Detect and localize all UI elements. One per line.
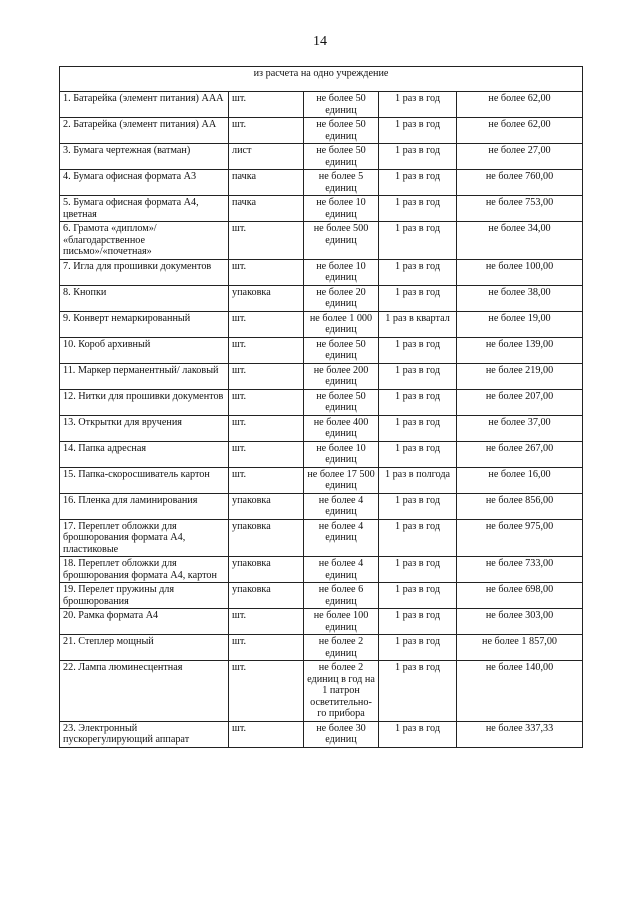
item-quantity: не более 4 единиц [304,519,379,557]
item-quantity: не более 5 единиц [304,170,379,196]
item-price: не более 38,00 [457,285,583,311]
item-frequency: 1 раз в год [379,661,457,722]
item-quantity: не более 4 единиц [304,557,379,583]
item-unit: шт. [229,337,304,363]
item-name: 18. Переплет обложки для брошюрования формата А4, картон [60,557,229,583]
item-name: 8. Кнопки [60,285,229,311]
table-row [60,259,583,285]
table-row [60,285,583,311]
item-price: не более 207,00 [457,389,583,415]
item-price: не более 19,00 [457,311,583,337]
item-price: не более 698,00 [457,583,583,609]
item-unit: шт. [229,118,304,144]
item-frequency: 1 раз в год [379,92,457,118]
item-quantity: не более 400 единиц [304,415,379,441]
item-frequency: 1 раз в год [379,337,457,363]
item-frequency: 1 раз в год [379,222,457,260]
item-frequency: 1 раз в год [379,259,457,285]
item-price: не более 219,00 [457,363,583,389]
item-unit: упаковка [229,557,304,583]
item-frequency: 1 раз в год [379,196,457,222]
item-name: 3. Бумага чертежная (ватман) [60,144,229,170]
item-frequency: 1 раз в полгода [379,467,457,493]
table-row [60,92,583,118]
item-price: не более 753,00 [457,196,583,222]
item-name: 19. Перелет пружины для брошюрования [60,583,229,609]
table-row [60,118,583,144]
item-name: 1. Батарейка (элемент питания) ААА [60,92,229,118]
item-frequency: 1 раз в год [379,363,457,389]
item-unit: пачка [229,196,304,222]
item-quantity: не более 1 000 единиц [304,311,379,337]
item-quantity: не более 30 единиц [304,721,379,747]
item-unit: лист [229,144,304,170]
item-name: 11. Маркер перманентный/ лаковый [60,363,229,389]
item-frequency: 1 раз в год [379,441,457,467]
item-frequency: 1 раз в год [379,583,457,609]
item-price: не более 62,00 [457,92,583,118]
item-unit: шт. [229,721,304,747]
item-name: 6. Грамота «диплом»/ «благодарственное письмо»/«почетная» [60,222,229,260]
item-price: не более 733,00 [457,557,583,583]
table-row [60,609,583,635]
item-frequency: 1 раз в год [379,519,457,557]
item-frequency: 1 раз в год [379,118,457,144]
item-name: 7. Игла для прошивки документов [60,259,229,285]
item-unit: упаковка [229,519,304,557]
item-quantity: не более 10 единиц [304,196,379,222]
item-name: 23. Электронный пускорегулирующий аппарат [60,721,229,747]
table-row [60,144,583,170]
item-frequency: 1 раз в год [379,493,457,519]
item-name: 10. Короб архивный [60,337,229,363]
item-unit: шт. [229,311,304,337]
item-unit: шт. [229,609,304,635]
item-quantity: не более 2 единиц [304,635,379,661]
item-price: не более 37,00 [457,415,583,441]
table-row [60,363,583,389]
item-price: не более 34,00 [457,222,583,260]
item-name: 16. Пленка для ламинирования [60,493,229,519]
item-name: 13. Открытки для вручения [60,415,229,441]
item-quantity: не более 50 единиц [304,92,379,118]
item-name: 20. Рамка формата А4 [60,609,229,635]
item-quantity: не более 6 единиц [304,583,379,609]
item-name: 12. Нитки для прошивки документов [60,389,229,415]
item-quantity: не более 50 единиц [304,144,379,170]
item-name: 22. Лампа люминесцентная [60,661,229,722]
item-frequency: 1 раз в год [379,721,457,747]
table-row [60,661,583,722]
table-row [60,467,583,493]
item-quantity: не более 200 единиц [304,363,379,389]
item-unit: шт. [229,222,304,260]
item-frequency: 1 раз в год [379,609,457,635]
item-unit: пачка [229,170,304,196]
table-row [60,170,583,196]
table-row [60,389,583,415]
table-row [60,337,583,363]
item-name: 2. Батарейка (элемент питания) АА [60,118,229,144]
item-unit: шт. [229,415,304,441]
item-unit: шт. [229,635,304,661]
item-unit: шт. [229,363,304,389]
item-name: 5. Бумага офисная формата А4, цветная [60,196,229,222]
item-quantity: не более 50 единиц [304,337,379,363]
table-row [60,583,583,609]
table-row [60,222,583,260]
item-frequency: 1 раз в год [379,415,457,441]
item-quantity: не более 2 единиц в год на 1 патрон осветительно-го прибора [304,661,379,722]
item-frequency: 1 раз в год [379,170,457,196]
item-quantity: не более 4 единиц [304,493,379,519]
item-quantity: не более 20 единиц [304,285,379,311]
item-unit: шт. [229,467,304,493]
item-quantity: не более 50 единиц [304,118,379,144]
item-quantity: не более 10 единиц [304,441,379,467]
item-name: 15. Папка-скоросшиватель картон [60,467,229,493]
item-unit: шт. [229,441,304,467]
table-row [60,721,583,747]
item-name: 17. Переплет обложки для брошюрования формата А4, пластиковые [60,519,229,557]
item-price: не более 856,00 [457,493,583,519]
table-row [60,635,583,661]
item-unit: упаковка [229,285,304,311]
supplies-table [59,66,583,748]
item-unit: упаковка [229,583,304,609]
table-row [60,519,583,557]
table-row [60,311,583,337]
item-unit: шт. [229,389,304,415]
item-price: не более 100,00 [457,259,583,285]
item-price: не более 760,00 [457,170,583,196]
item-price: не более 62,00 [457,118,583,144]
item-quantity: не более 500 единиц [304,222,379,260]
item-frequency: 1 раз в год [379,285,457,311]
item-price: не более 16,00 [457,467,583,493]
item-price: не более 27,00 [457,144,583,170]
item-frequency: 1 раз в год [379,389,457,415]
page-number: 14 [313,34,327,49]
item-quantity: не более 17 500 единиц [304,467,379,493]
item-frequency: 1 раз в год [379,557,457,583]
item-unit: упаковка [229,493,304,519]
item-price: не более 140,00 [457,661,583,722]
item-quantity: не более 10 единиц [304,259,379,285]
item-price: не более 975,00 [457,519,583,557]
item-price: не более 303,00 [457,609,583,635]
table-row [60,493,583,519]
table-header-row [60,67,583,92]
table-row [60,415,583,441]
item-name: 14. Папка адресная [60,441,229,467]
item-unit: шт. [229,661,304,722]
table-row [60,441,583,467]
item-name: 9. Конверт немаркированный [60,311,229,337]
item-frequency: 1 раз в квартал [379,311,457,337]
table-header: из расчета на одно учреждение [60,67,583,92]
item-price: не более 1 857,00 [457,635,583,661]
item-quantity: не более 100 единиц [304,609,379,635]
item-unit: шт. [229,259,304,285]
item-name: 21. Степлер мощный [60,635,229,661]
item-price: не более 139,00 [457,337,583,363]
table-row [60,196,583,222]
item-price: не более 267,00 [457,441,583,467]
item-quantity: не более 50 единиц [304,389,379,415]
item-price: не более 337,33 [457,721,583,747]
item-name: 4. Бумага офисная формата А3 [60,170,229,196]
item-frequency: 1 раз в год [379,144,457,170]
table-row [60,557,583,583]
item-unit: шт. [229,92,304,118]
item-frequency: 1 раз в год [379,635,457,661]
